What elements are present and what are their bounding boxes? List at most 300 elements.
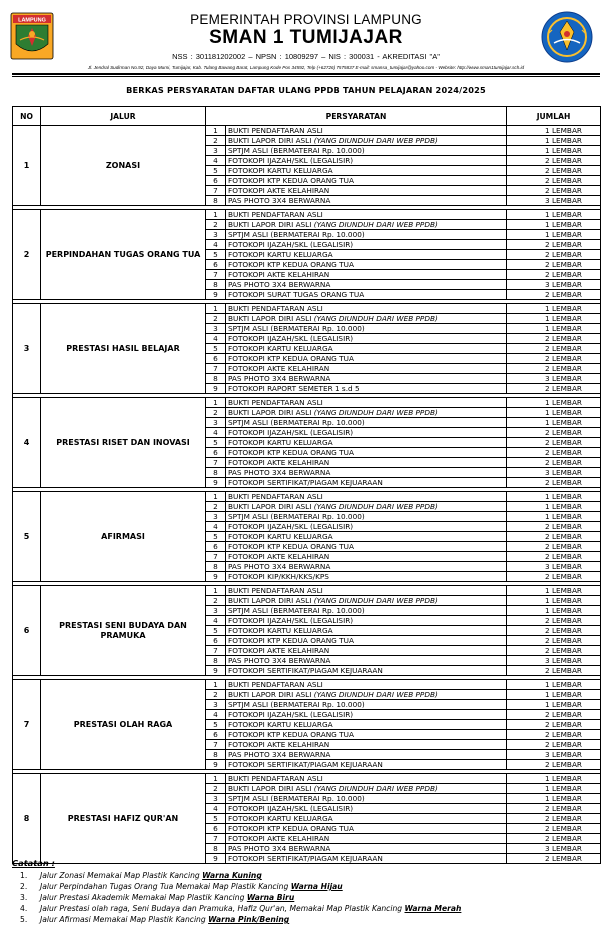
group-jalur: AFIRMASI xyxy=(41,492,206,582)
note-color: Warna Hijau xyxy=(290,882,343,891)
requirement-cell xyxy=(226,280,507,290)
item-number: 3 xyxy=(206,794,226,804)
requirement-note: (YANG DIUNDUH DARI WEB PPDB) xyxy=(313,313,438,323)
note-color: Warna Merah xyxy=(404,904,462,913)
group-jalur: PRESTASI RISET DAN INOVASI xyxy=(41,398,206,488)
quantity: 2 LEMBAR xyxy=(507,814,601,824)
item-number: 9 xyxy=(206,760,226,770)
requirement-text: SPTJM ASLI (BERMATERAI Rp. 10.000) xyxy=(228,417,365,427)
requirement-text: FOTOKOPI IJAZAH/SKL (LEGALISIR) xyxy=(228,615,354,625)
school-identifiers: NSS : 301181202002 – NPSN : 10809297 – NIS : 300031 - AKREDITASI "A" xyxy=(172,52,440,61)
item-number: 6 xyxy=(206,176,226,186)
requirement-cell xyxy=(226,586,507,596)
requirement-note: (YANG DIUNDUH DARI WEB PPDB) xyxy=(313,783,438,793)
quantity: 1 LEMBAR xyxy=(507,126,601,136)
requirement-text: BUKTI PENDAFTARAN ASLI xyxy=(228,209,323,219)
quantity: 1 LEMBAR xyxy=(507,680,601,690)
requirement-cell xyxy=(226,240,507,250)
requirement-text: BUKTI PENDAFTARAN ASLI xyxy=(228,491,323,501)
header-persyaratan: PERSYARATAN xyxy=(206,107,507,126)
requirement-cell xyxy=(226,804,507,814)
requirement-text: PAS PHOTO 3X4 BERWARNA xyxy=(228,279,331,289)
requirement-text: FOTOKOPI IJAZAH/SKL (LEGALISIR) xyxy=(228,239,354,249)
item-number: 9 xyxy=(206,290,226,300)
requirement-cell xyxy=(226,196,507,206)
group-jalur: PRESTASI SENI BUDAYA DAN PRAMUKA xyxy=(41,586,206,676)
quantity: 2 LEMBAR xyxy=(507,250,601,260)
quantity: 1 LEMBAR xyxy=(507,774,601,784)
item-number: 7 xyxy=(206,740,226,750)
requirement-text: PAS PHOTO 3X4 BERWARNA xyxy=(228,373,331,383)
group-number: 8 xyxy=(13,774,41,864)
table-row xyxy=(13,210,601,220)
item-number: 5 xyxy=(206,344,226,354)
group-number: 1 xyxy=(13,126,41,206)
requirement-cell xyxy=(226,794,507,804)
note-color: Warna Biru xyxy=(246,893,295,902)
item-number: 3 xyxy=(206,512,226,522)
item-number: 2 xyxy=(206,784,226,794)
requirement-cell xyxy=(226,270,507,280)
requirement-cell xyxy=(226,146,507,156)
item-number: 5 xyxy=(206,626,226,636)
note-text: Jalur Perpindahan Tugas Orang Tua Memakai Map Plastik Kancing xyxy=(40,882,291,891)
table-row xyxy=(13,126,601,136)
requirement-text: BUKTI LAPOR DIRI ASLI xyxy=(228,219,314,229)
requirement-cell xyxy=(226,750,507,760)
requirement-text: SPTJM ASLI (BERMATERAI Rp. 10.000) xyxy=(228,605,365,615)
quantity: 1 LEMBAR xyxy=(507,220,601,230)
notes-section xyxy=(12,858,602,925)
requirement-cell xyxy=(226,176,507,186)
note-color: Warna Pink/Bening xyxy=(208,915,290,924)
requirement-cell xyxy=(226,186,507,196)
item-number: 7 xyxy=(206,186,226,196)
group-number: 4 xyxy=(13,398,41,488)
requirement-text: FOTOKOPI KTP KEDUA ORANG TUA xyxy=(228,447,354,457)
quantity: 2 LEMBAR xyxy=(507,720,601,730)
requirement-text: BUKTI LAPOR DIRI ASLI xyxy=(228,689,314,699)
item-number: 6 xyxy=(206,448,226,458)
quantity: 2 LEMBAR xyxy=(507,240,601,250)
item-number: 5 xyxy=(206,438,226,448)
item-number: 7 xyxy=(206,270,226,280)
requirement-cell xyxy=(226,596,507,606)
requirement-cell xyxy=(226,626,507,636)
item-number: 1 xyxy=(206,304,226,314)
item-number: 1 xyxy=(206,680,226,690)
requirement-text: FOTOKOPI RAPORT SEMETER 1 s.d 5 xyxy=(228,383,360,393)
item-number: 1 xyxy=(206,210,226,220)
item-number: 1 xyxy=(206,398,226,408)
requirement-cell xyxy=(226,562,507,572)
requirement-text: FOTOKOPI KARTU KELUARGA xyxy=(228,719,333,729)
requirement-cell xyxy=(226,512,507,522)
requirement-text: SPTJM ASLI (BERMATERAI Rp. 10.000) xyxy=(228,145,365,155)
item-number: 1 xyxy=(206,126,226,136)
group-jalur: PRESTASI HASIL BELAJAR xyxy=(41,304,206,394)
requirement-text: FOTOKOPI KTP KEDUA ORANG TUA xyxy=(228,635,354,645)
requirement-cell xyxy=(226,740,507,750)
quantity: 2 LEMBAR xyxy=(507,636,601,646)
quantity: 1 LEMBAR xyxy=(507,324,601,334)
requirement-cell xyxy=(226,230,507,240)
note-item xyxy=(12,892,602,903)
requirement-cell xyxy=(226,542,507,552)
item-number: 8 xyxy=(206,562,226,572)
quantity: 2 LEMBAR xyxy=(507,364,601,374)
requirement-cell xyxy=(226,428,507,438)
requirement-cell xyxy=(226,438,507,448)
requirement-cell xyxy=(226,374,507,384)
group-jalur: PERPINDAHAN TUGAS ORANG TUA xyxy=(41,210,206,300)
requirement-text: BUKTI LAPOR DIRI ASLI xyxy=(228,595,314,605)
requirement-cell xyxy=(226,492,507,502)
quantity: 1 LEMBAR xyxy=(507,136,601,146)
table-body xyxy=(13,126,601,864)
quantity: 2 LEMBAR xyxy=(507,448,601,458)
requirement-cell xyxy=(226,834,507,844)
requirement-text: FOTOKOPI KARTU KELUARGA xyxy=(228,165,333,175)
quantity: 1 LEMBAR xyxy=(507,502,601,512)
requirement-text: FOTOKOPI KTP KEDUA ORANG TUA xyxy=(228,353,354,363)
requirement-cell xyxy=(226,290,507,300)
quantity: 1 LEMBAR xyxy=(507,512,601,522)
requirement-note: (YANG DIUNDUH DARI WEB PPDB) xyxy=(313,595,438,605)
requirement-cell xyxy=(226,136,507,146)
table-row xyxy=(13,774,601,784)
table-row xyxy=(13,586,601,596)
quantity: 1 LEMBAR xyxy=(507,690,601,700)
item-number: 5 xyxy=(206,720,226,730)
requirement-text: BUKTI PENDAFTARAN ASLI xyxy=(228,303,323,313)
requirement-text: FOTOKOPI KIP/KKH/KKS/KPS xyxy=(228,571,329,581)
quantity: 1 LEMBAR xyxy=(507,606,601,616)
note-text: Jalur Prestasi olah raga, Seni Budaya dan Pramuka, Hafiz Qur'an, Memakai Map Plastik Kancing xyxy=(40,904,405,913)
letterhead-rule-thin xyxy=(12,76,600,77)
item-number: 1 xyxy=(206,774,226,784)
quantity: 2 LEMBAR xyxy=(507,344,601,354)
item-number: 6 xyxy=(206,824,226,834)
quantity: 2 LEMBAR xyxy=(507,646,601,656)
note-number: 2. xyxy=(20,882,28,891)
table-row xyxy=(13,492,601,502)
quantity: 1 LEMBAR xyxy=(507,596,601,606)
requirement-text: FOTOKOPI KARTU KELUARGA xyxy=(228,813,333,823)
requirement-text: FOTOKOPI SURAT TUGAS ORANG TUA xyxy=(228,289,365,299)
item-number: 8 xyxy=(206,280,226,290)
group-number: 6 xyxy=(13,586,41,676)
requirement-text: SPTJM ASLI (BERMATERAI Rp. 10.000) xyxy=(228,699,365,709)
item-number: 2 xyxy=(206,408,226,418)
requirement-text: FOTOKOPI KARTU KELUARGA xyxy=(228,437,333,447)
quantity: 2 LEMBAR xyxy=(507,532,601,542)
requirement-cell xyxy=(226,210,507,220)
quantity: 1 LEMBAR xyxy=(507,146,601,156)
item-number: 3 xyxy=(206,606,226,616)
item-number: 4 xyxy=(206,804,226,814)
quantity: 2 LEMBAR xyxy=(507,804,601,814)
quantity: 1 LEMBAR xyxy=(507,418,601,428)
requirement-cell xyxy=(226,408,507,418)
requirement-cell xyxy=(226,522,507,532)
requirement-text: FOTOKOPI SERTIFIKAT/PIAGAM KEJUARAAN xyxy=(228,665,383,675)
requirement-cell xyxy=(226,220,507,230)
school-address: Jl. Jendral Sudirman No.92, Daya Murni, Tumijajar, Kab. Tulang Bawang Barat, Lampung Kode Pos 34592, Telp (+62726) 7575837 E-mail: smansa_tumijajar@yahoo.com - Website: http://www.sman1tumijajar.sch.id xyxy=(87,65,525,70)
item-number: 2 xyxy=(206,220,226,230)
item-number: 2 xyxy=(206,690,226,700)
requirement-cell xyxy=(226,250,507,260)
requirement-text: FOTOKOPI KARTU KELUARGA xyxy=(228,625,333,635)
requirement-cell xyxy=(226,646,507,656)
requirement-cell xyxy=(226,844,507,854)
note-item xyxy=(12,914,602,925)
requirement-cell xyxy=(226,344,507,354)
group-number: 7 xyxy=(13,680,41,770)
note-text: Jalur Zonasi Memakai Map Plastik Kancing xyxy=(40,871,203,880)
quantity: 1 LEMBAR xyxy=(507,408,601,418)
requirement-text: BUKTI LAPOR DIRI ASLI xyxy=(228,313,314,323)
item-number: 5 xyxy=(206,814,226,824)
item-number: 5 xyxy=(206,166,226,176)
quantity: 2 LEMBAR xyxy=(507,552,601,562)
quantity: 2 LEMBAR xyxy=(507,428,601,438)
requirement-text: FOTOKOPI IJAZAH/SKL (LEGALISIR) xyxy=(228,709,354,719)
header-jumlah: JUMLAH xyxy=(507,107,601,126)
requirement-text: FOTOKOPI IJAZAH/SKL (LEGALISIR) xyxy=(228,155,354,165)
item-number: 5 xyxy=(206,532,226,542)
item-number: 1 xyxy=(206,492,226,502)
requirement-text: SPTJM ASLI (BERMATERAI Rp. 10.000) xyxy=(228,229,365,239)
notes-list xyxy=(12,870,602,925)
item-number: 8 xyxy=(206,844,226,854)
table-row xyxy=(13,304,601,314)
requirement-cell xyxy=(226,814,507,824)
requirement-text: FOTOKOPI AKTE KELAHIRAN xyxy=(228,185,330,195)
group-number: 3 xyxy=(13,304,41,394)
quantity: 3 LEMBAR xyxy=(507,374,601,384)
requirement-text: FOTOKOPI KTP KEDUA ORANG TUA xyxy=(228,175,354,185)
requirement-note: (YANG DIUNDUH DARI WEB PPDB) xyxy=(313,219,438,229)
requirement-text: BUKTI PENDAFTARAN ASLI xyxy=(228,773,323,783)
school-name: SMAN 1 TUMIJAJAR xyxy=(209,27,403,48)
quantity: 1 LEMBAR xyxy=(507,230,601,240)
group-jalur: ZONASI xyxy=(41,126,206,206)
requirement-text: FOTOKOPI IJAZAH/SKL (LEGALISIR) xyxy=(228,521,354,531)
requirement-text: SPTJM ASLI (BERMATERAI Rp. 10.000) xyxy=(228,793,365,803)
requirement-cell xyxy=(226,760,507,770)
quantity: 2 LEMBAR xyxy=(507,354,601,364)
requirement-text: PAS PHOTO 3X4 BERWARNA xyxy=(228,843,331,853)
requirement-text: BUKTI LAPOR DIRI ASLI xyxy=(228,501,314,511)
quantity: 2 LEMBAR xyxy=(507,186,601,196)
note-color: Warna Kuning xyxy=(202,871,262,880)
requirement-text: BUKTI LAPOR DIRI ASLI xyxy=(228,407,314,417)
quantity: 3 LEMBAR xyxy=(507,656,601,666)
item-number: 4 xyxy=(206,334,226,344)
quantity: 2 LEMBAR xyxy=(507,156,601,166)
letterhead xyxy=(0,0,612,78)
requirement-text: FOTOKOPI KARTU KELUARGA xyxy=(228,343,333,353)
quantity: 1 LEMBAR xyxy=(507,784,601,794)
item-number: 6 xyxy=(206,730,226,740)
quantity: 1 LEMBAR xyxy=(507,794,601,804)
requirement-text: FOTOKOPI KARTU KELUARGA xyxy=(228,531,333,541)
requirement-cell xyxy=(226,126,507,136)
requirement-text: BUKTI PENDAFTARAN ASLI xyxy=(228,585,323,595)
quantity: 2 LEMBAR xyxy=(507,270,601,280)
requirement-cell xyxy=(226,304,507,314)
item-number: 8 xyxy=(206,468,226,478)
requirement-cell xyxy=(226,824,507,834)
requirement-cell xyxy=(226,384,507,394)
quantity: 3 LEMBAR xyxy=(507,196,601,206)
requirement-cell xyxy=(226,458,507,468)
note-item xyxy=(12,903,602,914)
requirement-cell xyxy=(226,502,507,512)
item-number: 2 xyxy=(206,502,226,512)
quantity: 3 LEMBAR xyxy=(507,844,601,854)
quantity: 2 LEMBAR xyxy=(507,616,601,626)
requirement-cell xyxy=(226,364,507,374)
requirement-cell xyxy=(226,260,507,270)
item-number: 6 xyxy=(206,542,226,552)
item-number: 6 xyxy=(206,636,226,646)
requirement-text: FOTOKOPI KARTU KELUARGA xyxy=(228,249,333,259)
item-number: 9 xyxy=(206,666,226,676)
quantity: 1 LEMBAR xyxy=(507,314,601,324)
quantity: 2 LEMBAR xyxy=(507,260,601,270)
requirement-note: (YANG DIUNDUH DARI WEB PPDB) xyxy=(313,407,438,417)
note-item xyxy=(12,881,602,892)
requirement-cell xyxy=(226,532,507,542)
requirement-cell xyxy=(226,606,507,616)
item-number: 7 xyxy=(206,552,226,562)
item-number: 2 xyxy=(206,596,226,606)
quantity: 2 LEMBAR xyxy=(507,572,601,582)
group-number: 2 xyxy=(13,210,41,300)
note-number: 1. xyxy=(20,871,28,880)
requirement-text: FOTOKOPI SERTIFIKAT/PIAGAM KEJUARAAN xyxy=(228,477,383,487)
note-number: 4. xyxy=(20,904,28,913)
header-jalur: JALUR xyxy=(41,107,206,126)
requirement-text: FOTOKOPI AKTE KELAHIRAN xyxy=(228,739,330,749)
requirement-text: BUKTI PENDAFTARAN ASLI xyxy=(228,679,323,689)
requirement-cell xyxy=(226,690,507,700)
requirement-cell xyxy=(226,552,507,562)
requirement-note: (YANG DIUNDUH DARI WEB PPDB) xyxy=(313,689,438,699)
requirement-text: PAS PHOTO 3X4 BERWARNA xyxy=(228,467,331,477)
quantity: 2 LEMBAR xyxy=(507,666,601,676)
requirement-text: FOTOKOPI SERTIFIKAT/PIAGAM KEJUARAAN xyxy=(228,853,383,863)
item-number: 4 xyxy=(206,156,226,166)
item-number: 2 xyxy=(206,314,226,324)
table-row xyxy=(13,680,601,690)
requirement-cell xyxy=(226,418,507,428)
requirement-cell xyxy=(226,720,507,730)
item-number: 3 xyxy=(206,230,226,240)
requirement-text: BUKTI LAPOR DIRI ASLI xyxy=(228,135,314,145)
item-number: 4 xyxy=(206,428,226,438)
item-number: 7 xyxy=(206,458,226,468)
item-number: 3 xyxy=(206,700,226,710)
quantity: 2 LEMBAR xyxy=(507,458,601,468)
requirement-cell xyxy=(226,666,507,676)
item-number: 7 xyxy=(206,646,226,656)
requirement-cell xyxy=(226,468,507,478)
quantity: 2 LEMBAR xyxy=(507,542,601,552)
item-number: 4 xyxy=(206,710,226,720)
group-jalur: PRESTASI OLAH RAGA xyxy=(41,680,206,770)
item-number: 4 xyxy=(206,522,226,532)
item-number: 3 xyxy=(206,146,226,156)
note-text: Jalur Afirmasi Memakai Map Plastik Kancing xyxy=(40,915,209,924)
quantity: 2 LEMBAR xyxy=(507,740,601,750)
requirement-text: BUKTI PENDAFTARAN ASLI xyxy=(228,125,323,135)
note-text: Jalur Prestasi Akademik Memakai Map Plastik Kancing xyxy=(40,893,247,902)
item-number: 9 xyxy=(206,384,226,394)
note-item xyxy=(12,870,602,881)
requirement-cell xyxy=(226,354,507,364)
requirement-cell xyxy=(226,774,507,784)
requirement-cell xyxy=(226,156,507,166)
requirement-text: FOTOKOPI AKTE KELAHIRAN xyxy=(228,269,330,279)
document-title: BERKAS PERSYARATAN DAFTAR ULANG PPDB TAHUN PELAJARAN 2024/2025 xyxy=(126,85,486,95)
requirement-cell xyxy=(226,636,507,646)
quantity: 2 LEMBAR xyxy=(507,854,601,864)
item-number: 2 xyxy=(206,136,226,146)
requirement-text: FOTOKOPI KTP KEDUA ORANG TUA xyxy=(228,729,354,739)
quantity: 1 LEMBAR xyxy=(507,492,601,502)
emblem-label: LAMPUNG xyxy=(18,17,46,24)
requirement-text: FOTOKOPI IJAZAH/SKL (LEGALISIR) xyxy=(228,333,354,343)
header-no: NO xyxy=(13,107,41,126)
requirement-cell xyxy=(226,478,507,488)
requirement-text: FOTOKOPI AKTE KELAHIRAN xyxy=(228,457,330,467)
quantity: 2 LEMBAR xyxy=(507,626,601,636)
quantity: 2 LEMBAR xyxy=(507,334,601,344)
item-number: 3 xyxy=(206,324,226,334)
quantity: 2 LEMBAR xyxy=(507,384,601,394)
province-name: PEMERINTAH PROVINSI LAMPUNG xyxy=(190,12,422,27)
table-row xyxy=(13,398,601,408)
item-number: 3 xyxy=(206,418,226,428)
item-number: 8 xyxy=(206,656,226,666)
group-jalur: PRESTASI HAFIZ QUR'AN xyxy=(41,774,206,864)
quantity: 1 LEMBAR xyxy=(507,700,601,710)
quantity: 2 LEMBAR xyxy=(507,834,601,844)
requirements-table xyxy=(12,106,601,864)
group-number: 5 xyxy=(13,492,41,582)
table-header-row xyxy=(13,107,601,126)
item-number: 1 xyxy=(206,586,226,596)
item-number: 9 xyxy=(206,854,226,864)
item-number: 5 xyxy=(206,250,226,260)
quantity: 2 LEMBAR xyxy=(507,824,601,834)
requirement-cell xyxy=(226,314,507,324)
requirement-cell xyxy=(226,166,507,176)
requirement-text: FOTOKOPI AKTE KELAHIRAN xyxy=(228,363,330,373)
requirement-cell xyxy=(226,680,507,690)
requirement-cell xyxy=(226,324,507,334)
requirement-text: PAS PHOTO 3X4 BERWARNA xyxy=(228,655,331,665)
item-number: 4 xyxy=(206,240,226,250)
quantity: 2 LEMBAR xyxy=(507,478,601,488)
requirement-text: FOTOKOPI SERTIFIKAT/PIAGAM KEJUARAAN xyxy=(228,759,383,769)
requirement-text: FOTOKOPI IJAZAH/SKL (LEGALISIR) xyxy=(228,803,354,813)
item-number: 9 xyxy=(206,572,226,582)
item-number: 6 xyxy=(206,354,226,364)
